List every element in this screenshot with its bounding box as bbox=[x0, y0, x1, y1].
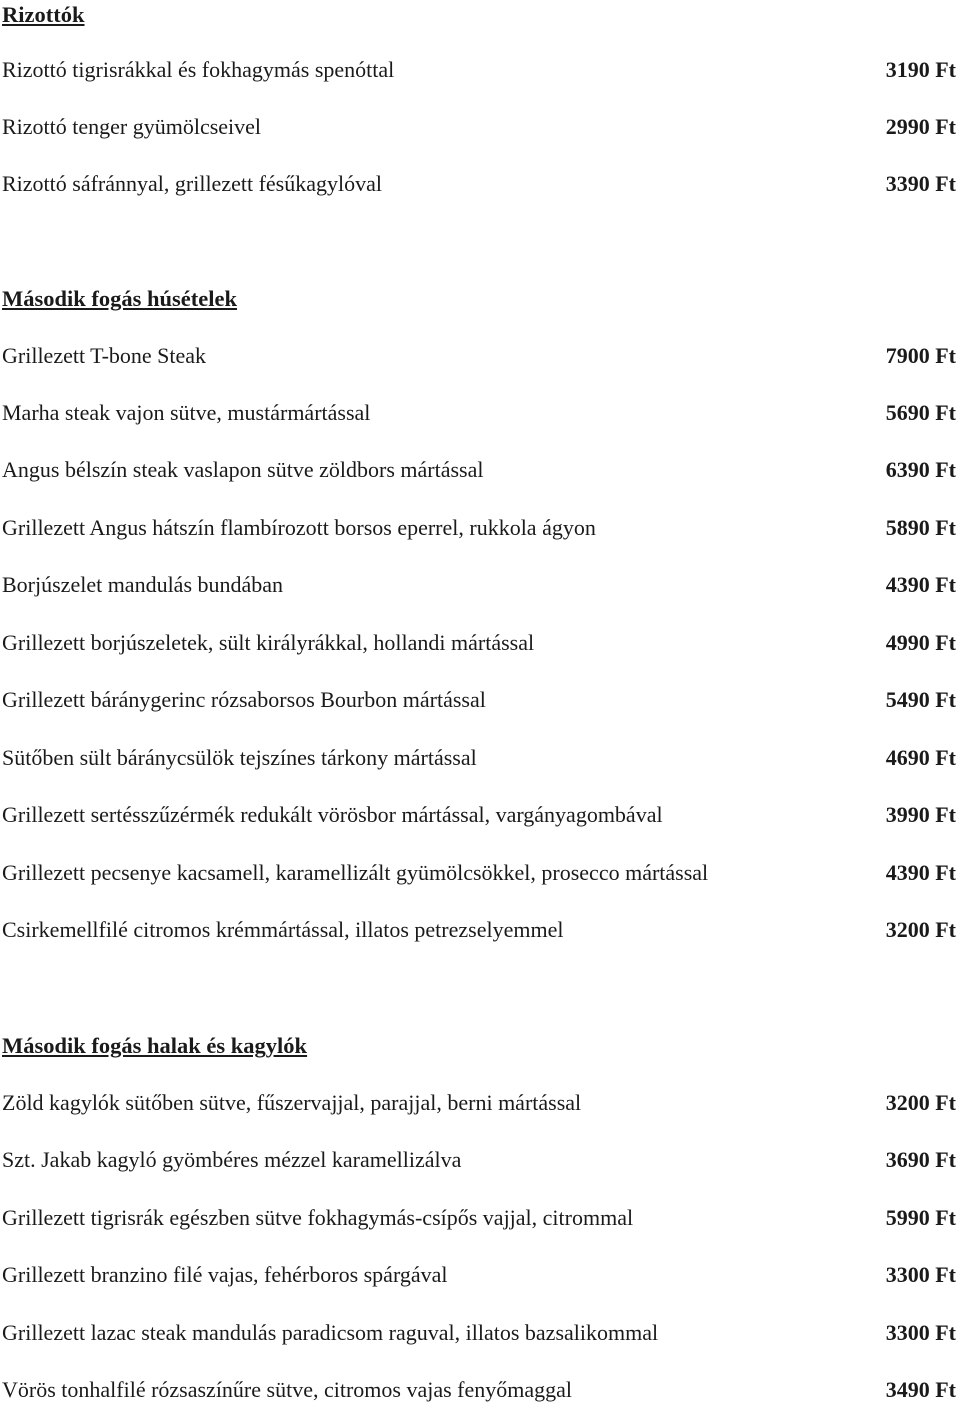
item-name: Rizottó tigrisrákkal és fokhagymás spenóttal bbox=[2, 57, 395, 82]
item-name: Grillezett báránygerinc rózsaborsos Bourbon mártással bbox=[2, 687, 486, 712]
menu-item bbox=[0, 1375, 960, 1405]
menu-item bbox=[0, 55, 960, 85]
menu-item bbox=[0, 1088, 960, 1118]
section-title: Második fogás húsételek bbox=[2, 286, 238, 311]
menu-item bbox=[0, 341, 960, 371]
item-name: Marha steak vajon sütve, mustármártással bbox=[2, 400, 371, 425]
item-name: Sütőben sült báránycsülök tejszínes tárkony mártással bbox=[2, 745, 477, 770]
item-name: Zöld kagylók sütőben sütve, fűszervajjal, parajjal, berni mártással bbox=[2, 1090, 582, 1115]
menu-item bbox=[0, 743, 960, 773]
menu-item bbox=[0, 628, 960, 658]
item-price: 4990 Ft bbox=[885, 630, 956, 655]
item-price: 3200 Ft bbox=[885, 1090, 956, 1115]
menu-item bbox=[0, 1145, 960, 1175]
item-price: 5890 Ft bbox=[885, 515, 956, 540]
section-title: Második fogás halak és kagylók bbox=[2, 1033, 308, 1058]
item-price: 3690 Ft bbox=[885, 1147, 956, 1172]
menu-item bbox=[0, 1203, 960, 1233]
item-name: Grillezett Angus hátszín flambírozott borsos eperrel, rukkola ágyon bbox=[2, 515, 596, 540]
item-price: 6390 Ft bbox=[885, 457, 956, 482]
menu-item bbox=[0, 915, 960, 945]
item-price: 5690 Ft bbox=[885, 400, 956, 425]
item-name: Rizottó tenger gyümölcseivel bbox=[2, 114, 262, 139]
item-name: Grillezett lazac steak mandulás paradicsom raguval, illatos bazsalikommal bbox=[2, 1320, 659, 1345]
menu-item bbox=[0, 112, 960, 142]
item-name: Grillezett sertésszűzérmék redukált vörösbor mártással, vargányagombával bbox=[2, 802, 663, 827]
item-price: 2990 Ft bbox=[885, 114, 956, 139]
section-title: Rizottók bbox=[2, 2, 85, 27]
menu-item bbox=[0, 570, 960, 600]
item-price: 3200 Ft bbox=[885, 917, 956, 942]
item-name: Angus bélszín steak vaslapon sütve zöldbors mártással bbox=[2, 457, 484, 482]
menu-item bbox=[0, 513, 960, 543]
item-name: Csirkemellfilé citromos krémmártással, illatos petrezselyemmel bbox=[2, 917, 564, 942]
item-price: 3190 Ft bbox=[885, 57, 956, 82]
menu-item bbox=[0, 1260, 960, 1290]
item-name: Grillezett tigrisrák egészben sütve fokhagymás-csípős vajjal, citrommal bbox=[2, 1205, 634, 1230]
item-price: 3490 Ft bbox=[885, 1377, 956, 1402]
menu-item bbox=[0, 455, 960, 485]
item-price: 3300 Ft bbox=[885, 1262, 956, 1287]
menu-item bbox=[0, 169, 960, 199]
item-price: 4690 Ft bbox=[885, 745, 956, 770]
item-name: Szt. Jakab kagyló gyömbéres mézzel karamellizálva bbox=[2, 1147, 462, 1172]
item-name: Borjúszelet mandulás bundában bbox=[2, 572, 284, 597]
menu-item bbox=[0, 858, 960, 888]
menu-item bbox=[0, 398, 960, 428]
item-name: Vörös tonhalfilé rózsaszínűre sütve, citromos vajas fenyőmaggal bbox=[2, 1377, 573, 1402]
item-price: 4390 Ft bbox=[885, 572, 956, 597]
item-price: 3390 Ft bbox=[885, 171, 956, 196]
item-name: Grillezett borjúszeletek, sült királyrákkal, hollandi mártással bbox=[2, 630, 535, 655]
item-price: 5490 Ft bbox=[885, 687, 956, 712]
item-price: 7900 Ft bbox=[885, 343, 956, 368]
item-price: 3300 Ft bbox=[885, 1320, 956, 1345]
item-name: Rizottó sáfránnyal, grillezett fésűkagylóval bbox=[2, 171, 382, 196]
item-price: 5990 Ft bbox=[885, 1205, 956, 1230]
menu-item bbox=[0, 685, 960, 715]
item-name: Grillezett T-bone Steak bbox=[2, 343, 207, 368]
item-price: 3990 Ft bbox=[885, 802, 956, 827]
item-name: Grillezett branzino filé vajas, fehérboros spárgával bbox=[2, 1262, 448, 1287]
menu-item bbox=[0, 800, 960, 830]
menu-item bbox=[0, 1318, 960, 1348]
item-name: Grillezett pecsenye kacsamell, karamellizált gyümölcsökkel, prosecco mártással bbox=[2, 860, 709, 885]
item-price: 4390 Ft bbox=[885, 860, 956, 885]
